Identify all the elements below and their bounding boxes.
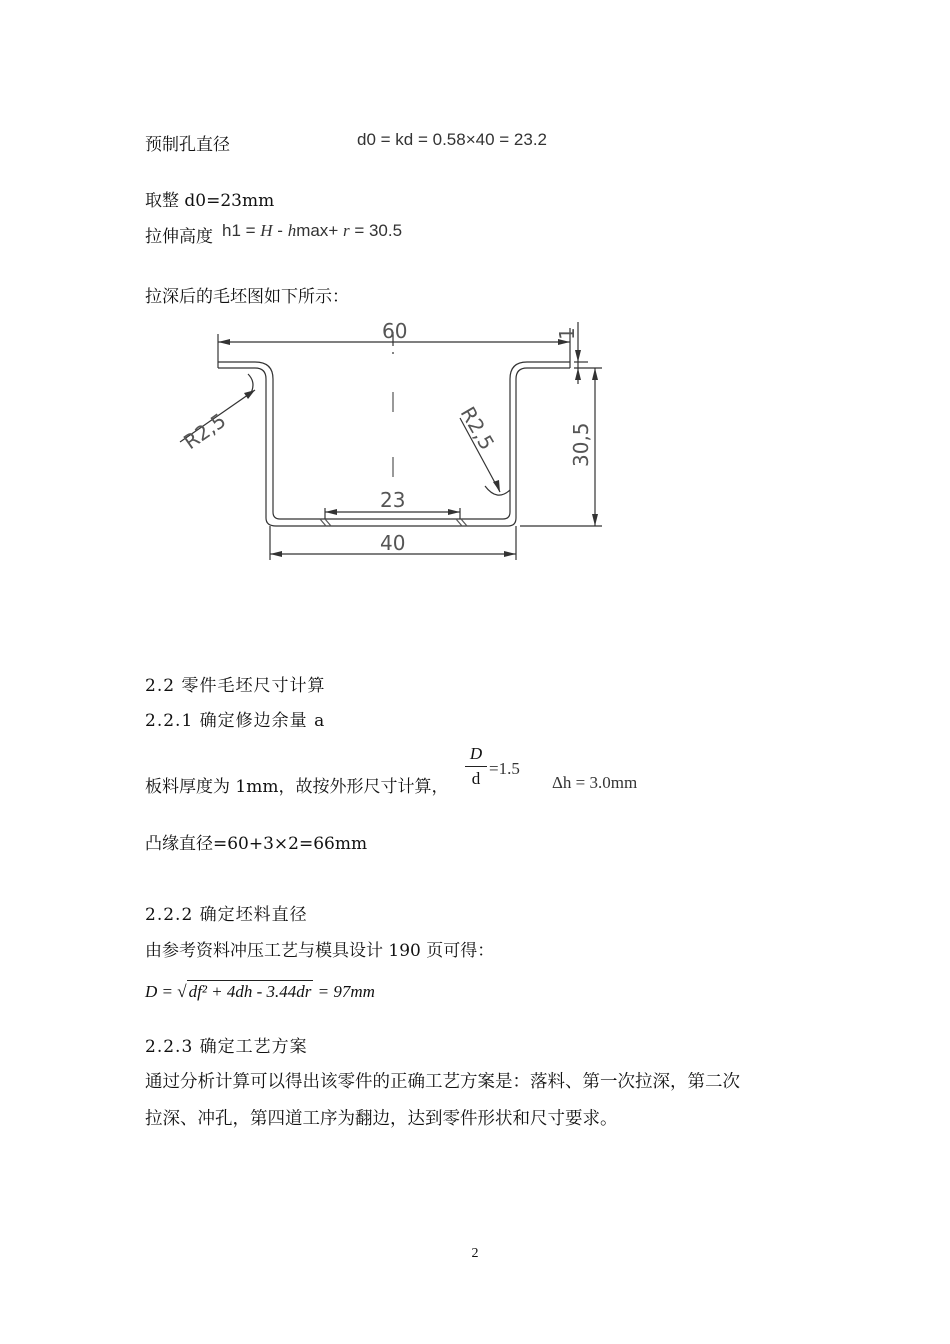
- section-heading-2-2-2: 2.2.2 确定坯料直径: [145, 905, 308, 925]
- prep-hole-label: 预制孔直径: [145, 135, 230, 155]
- blank-intro: 拉深后的毛坯图如下所示：: [145, 287, 349, 307]
- right-radius-text: R2,5: [455, 402, 500, 455]
- dim-thickness-text: 1: [555, 327, 579, 340]
- delta-h-value: Δh = 3.0mm: [552, 773, 638, 792]
- dim-height-text: 30,5: [569, 422, 593, 467]
- section-heading-2-2-3: 2.2.3 确定工艺方案: [145, 1037, 308, 1057]
- dim-40-text: 40: [380, 531, 406, 555]
- d-ratio-fraction: [465, 744, 487, 789]
- page-number: 2: [471, 1246, 479, 1261]
- diameter-formula: D = √ df² + 4dh - 3.44dr = 97mm: [145, 982, 375, 1001]
- blank-drawing: [160, 312, 620, 572]
- left-radius-text: R2,5: [179, 408, 231, 455]
- fraction-numerator: D: [469, 744, 483, 763]
- round-text: 取整 d0=23mm: [145, 191, 275, 211]
- scheme-paragraph-line-1: 通过分析计算可以得出该零件的正确工艺方案是：落料、第一次拉深，第二次: [145, 1072, 740, 1092]
- dim-23-text: 23: [380, 488, 406, 512]
- stretch-height-label: 拉伸高度: [145, 227, 213, 247]
- reference-text: 由参考资料冲压工艺与模具设计 190 页可得：: [145, 941, 495, 961]
- trim-text: 板料厚度为 1mm，故按外形尺寸计算，: [145, 777, 449, 797]
- section-heading-2-2: 2.2 零件毛坯尺寸计算: [145, 676, 326, 696]
- scheme-paragraph-line-2: 拉深、冲孔，第四道工序为翻边，达到零件形状和尺寸要求。: [145, 1109, 618, 1129]
- dim-60-text: 60: [382, 319, 408, 343]
- flange-text: 凸缘直径=60+3×2=66mm: [145, 834, 368, 854]
- fraction-denominator: d: [471, 769, 481, 788]
- formula-radicand: df² + 4dh - 3.44dr: [188, 982, 312, 1001]
- prep-hole-formula: d0 = kd = 0.58×40 = 23.2: [357, 130, 547, 149]
- stretch-height-formula: h1 = H - hmax+ r = 30.5: [222, 221, 403, 240]
- section-heading-2-2-1: 2.2.1 确定修边余量 a: [145, 711, 326, 731]
- d-ratio-value: =1.5: [489, 759, 520, 778]
